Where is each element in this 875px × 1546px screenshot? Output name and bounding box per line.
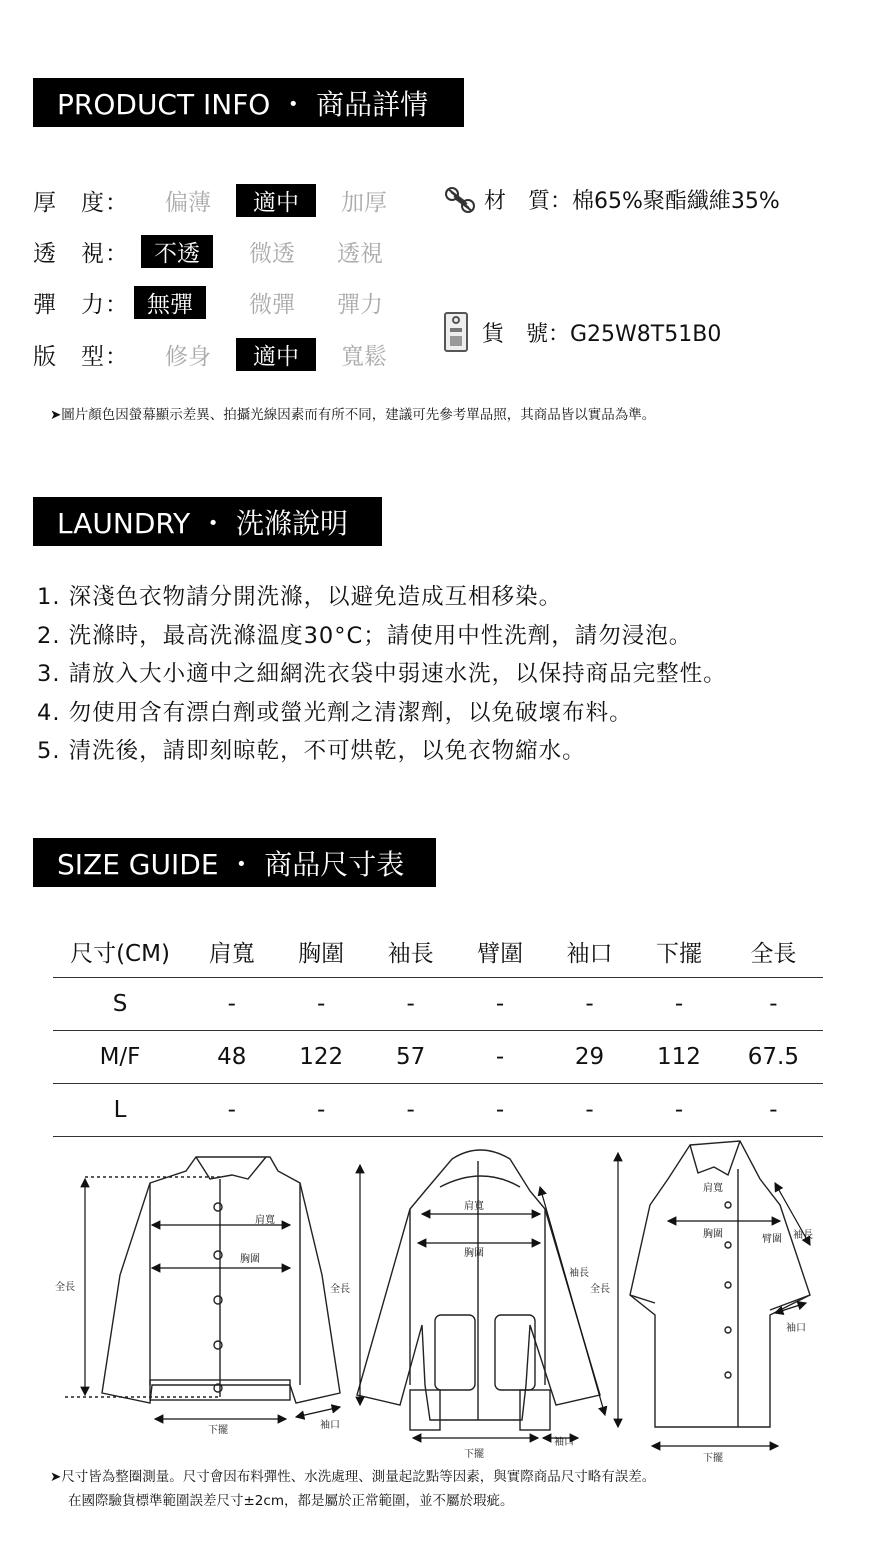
size-col-header: 肩寬	[187, 925, 276, 978]
size-cell: -	[545, 1084, 634, 1137]
laundry-item: 5. 清洗後，請即刻晾乾，不可烘乾，以免衣物縮水。	[37, 738, 586, 764]
size-cell: -	[276, 1084, 365, 1137]
laundry-item: 1. 深淺色衣物請分開洗滌，以避免造成互相移染。	[37, 584, 563, 610]
material-text: 材 質：棉65%聚酯纖維35%	[484, 188, 780, 214]
size-cell: -	[634, 1084, 723, 1137]
attr-row-elasticity	[33, 284, 408, 320]
size-cell: -	[724, 1084, 823, 1137]
attr-option: 微彈	[249, 291, 295, 318]
label-shoulder: 肩寬	[464, 1201, 484, 1212]
label-hem: 下擺	[208, 1425, 228, 1436]
hoodie-diagram	[357, 1150, 600, 1430]
size-cell: 48	[187, 1031, 276, 1084]
attr-label: 彈 力：	[33, 291, 129, 318]
size-cell: 67.5	[724, 1031, 823, 1084]
label-cuff: 袖口	[554, 1437, 574, 1448]
size-cell: L	[53, 1084, 187, 1137]
size-guide-header: SIZE GUIDE ・ 商品尺寸表	[33, 838, 436, 887]
size-cell: 57	[366, 1031, 455, 1084]
size-cell: 122	[276, 1031, 365, 1084]
color-note: ➤圖片顏色因螢幕顯示差異、拍攝光線因素而有所不同，建議可先參考單品照，其商品皆以實品為準。	[50, 407, 656, 423]
size-cell: -	[455, 978, 544, 1031]
material-info	[442, 182, 780, 216]
label-cuff: 袖口	[786, 1323, 806, 1334]
attr-label: 透 視：	[33, 240, 129, 267]
size-footnote-2: 在國際驗貨標準範圍誤差尺寸±2cm，都是屬於正常範圍，並不屬於瑕疵。	[68, 1493, 514, 1509]
attr-option: 偏薄	[165, 189, 211, 216]
size-cell: -	[187, 978, 276, 1031]
label-arm: 臂圍	[762, 1234, 782, 1245]
label-shoulder: 肩寬	[255, 1215, 275, 1226]
laundry-item: 3. 請放入大小適中之細網洗衣袋中弱速水洗，以保持商品完整性。	[37, 661, 727, 687]
attr-option-selected: 無彈	[134, 286, 206, 319]
size-cell: -	[634, 978, 723, 1031]
label-sleeve: 袖長	[793, 1230, 813, 1241]
size-cell: -	[366, 1084, 455, 1137]
label-chest: 胸圍	[240, 1254, 260, 1265]
label-cuff: 袖口	[320, 1420, 340, 1431]
attr-row-thickness	[33, 182, 412, 218]
attr-label: 版 型：	[33, 343, 129, 370]
laundry-list	[37, 578, 727, 771]
jacket-diagram	[65, 1157, 340, 1403]
size-cell: 112	[634, 1031, 723, 1084]
size-cell: S	[53, 978, 187, 1031]
attr-option: 寬鬆	[341, 343, 387, 370]
attr-option-selected: 不透	[141, 235, 213, 268]
attr-option: 彈力	[337, 291, 383, 318]
laundry-item: 2. 洗滌時，最高洗滌溫度30°C；請使用中性洗劑，請勿浸泡。	[37, 622, 693, 649]
measurement-diagrams	[0, 1135, 875, 1475]
size-cell: -	[455, 1084, 544, 1137]
label-chest: 胸圍	[703, 1229, 723, 1240]
label-hem: 下擺	[464, 1449, 484, 1460]
table-row	[53, 1031, 823, 1084]
label-sleeve: 袖長	[569, 1268, 589, 1279]
label-hem: 下擺	[703, 1453, 723, 1464]
attr-option: 透視	[337, 240, 383, 267]
size-col-header: 尺寸(CM)	[53, 925, 187, 978]
size-cell: -	[545, 978, 634, 1031]
item-number-info	[442, 310, 721, 354]
size-cell: 29	[545, 1031, 634, 1084]
tag-icon	[442, 310, 472, 354]
size-footnote-1: ➤尺寸皆為整圈測量。尺寸會因布料彈性、水洗處理、測量起訖點等因素，與實際商品尺寸略有誤差。	[50, 1469, 656, 1485]
size-col-header: 袖長	[366, 925, 455, 978]
size-table	[53, 925, 823, 1137]
size-col-header: 下擺	[634, 925, 723, 978]
label-length: 全長	[330, 1284, 350, 1295]
item-number-text: 貨 號：G25W8T51B0	[482, 321, 722, 347]
laundry-item: 4. 勿使用含有漂白劑或螢光劑之清潔劑，以免破壞布料。	[37, 699, 633, 726]
size-cell: -	[187, 1084, 276, 1137]
size-table-header-row	[53, 925, 823, 978]
product-info-header: PRODUCT INFO ・ 商品詳情	[33, 78, 464, 127]
attr-option: 修身	[165, 343, 211, 370]
size-cell: -	[455, 1031, 544, 1084]
attr-option-selected: 適中	[236, 184, 316, 217]
attr-option: 加厚	[341, 189, 387, 216]
attr-label: 厚 度：	[33, 189, 129, 216]
table-row	[53, 1084, 823, 1137]
label-length: 全長	[590, 1284, 610, 1295]
size-col-header: 袖口	[545, 925, 634, 978]
laundry-header: LAUNDRY ・ 洗滌說明	[33, 497, 382, 546]
size-col-header: 胸圍	[276, 925, 365, 978]
size-col-header: 臂圍	[455, 925, 544, 978]
size-cell: -	[276, 978, 365, 1031]
attr-option-selected: 適中	[236, 338, 316, 371]
attr-option: 微透	[249, 240, 295, 267]
size-cell: M/F	[53, 1031, 187, 1084]
attr-row-transparency	[33, 233, 408, 269]
size-cell: -	[724, 978, 823, 1031]
attr-row-fit	[33, 336, 412, 372]
size-cell: -	[366, 978, 455, 1031]
label-chest: 胸圍	[464, 1248, 484, 1259]
thread-spool-icon	[442, 182, 480, 216]
table-row	[53, 978, 823, 1031]
size-col-header: 全長	[724, 925, 823, 978]
label-length: 全長	[55, 1282, 75, 1293]
label-shoulder: 肩寬	[703, 1183, 723, 1194]
